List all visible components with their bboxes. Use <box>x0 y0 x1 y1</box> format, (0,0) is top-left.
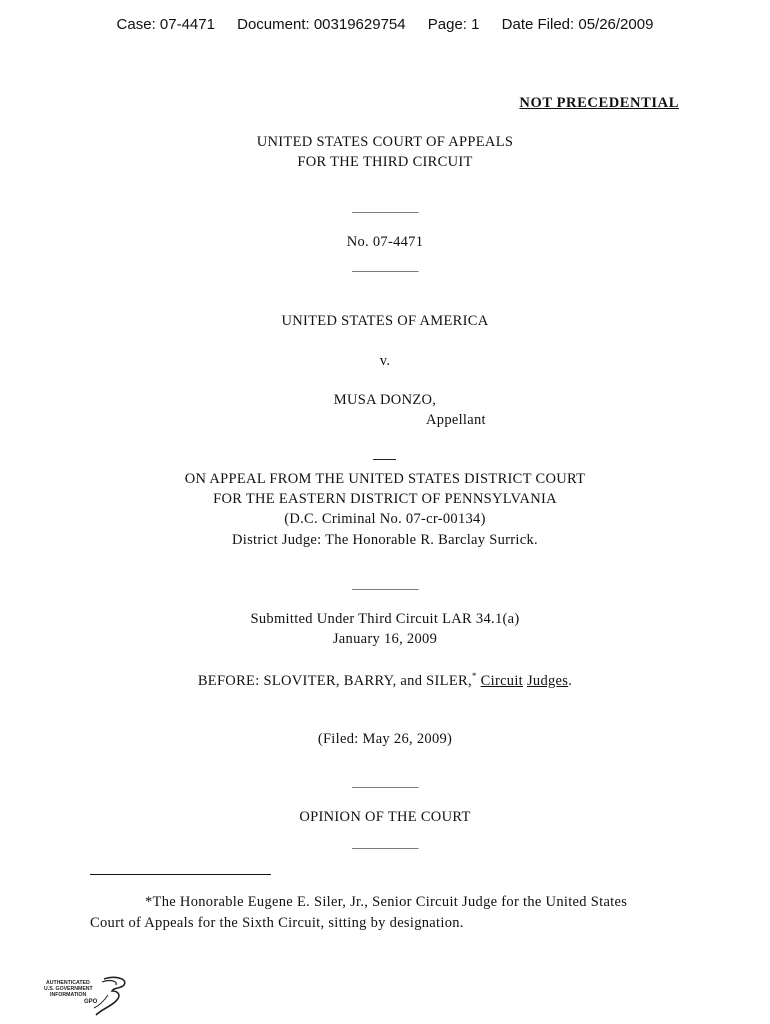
panel-judges-names: BEFORE: SLOVITER, BARRY, and SILER, <box>197 672 472 689</box>
appeal-origin-line1: ON APPEAL FROM THE UNITED STATES DISTRICT COURT <box>184 471 586 487</box>
gpo-text-line1: AUTHENTICATED <box>46 980 90 986</box>
submission-date: January 16, 2009 <box>332 631 438 647</box>
header-page-number: Page: 1 <box>427 16 480 33</box>
gpo-eagle-icon <box>44 975 134 1017</box>
filed-date: (Filed: May 26, 2009) <box>317 731 453 747</box>
period: . <box>568 672 573 689</box>
not-precedential-label: NOT PRECEDENTIAL <box>519 95 679 111</box>
judges-word: Judges <box>526 672 569 689</box>
header-case-number: Case: 07-4471 <box>116 16 215 33</box>
separator-line: ____________ <box>352 836 418 850</box>
versus-label: v. <box>379 353 391 369</box>
opinion-title: OPINION OF THE COURT <box>299 809 471 825</box>
footnote-marker: * <box>471 671 477 681</box>
footnote-line2: Court of Appeals for the Sixth Circuit, sitting by designation. <box>90 915 464 931</box>
footnote-line1: *The Honorable Eugene E. Siler, Jr., Senior Circuit Judge for the United States <box>145 894 628 910</box>
short-divider <box>373 459 396 460</box>
submission-line: Submitted Under Third Circuit LAR 34.1(a) <box>250 611 520 627</box>
separator-line: ____________ <box>352 259 418 273</box>
gpo-text-line4: GPO <box>84 999 98 1005</box>
circuit-word: Circuit <box>480 672 524 689</box>
header-document-number: Document: 00319629754 <box>237 16 406 33</box>
header-date-filed: Date Filed: 05/26/2009 <box>501 16 654 33</box>
separator-line: ____________ <box>352 577 418 591</box>
filing-header <box>0 16 770 33</box>
gpo-authentication-logo <box>44 975 134 1017</box>
gpo-text-line3: INFORMATION <box>50 992 87 998</box>
defendant-name: MUSA DONZO, <box>333 392 437 408</box>
footnote-divider <box>90 874 271 875</box>
district-case-number: (D.C. Criminal No. 07-cr-00134) <box>284 511 486 527</box>
separator-line: ____________ <box>352 775 418 789</box>
panel-judges <box>0 671 770 690</box>
gpo-text-line2: U.S. GOVERNMENT <box>44 986 93 992</box>
court-name-line2: FOR THE THIRD CIRCUIT <box>297 154 473 170</box>
district-judge: District Judge: The Honorable R. Barclay Surrick. <box>232 532 538 548</box>
plaintiff-name: UNITED STATES OF AMERICA <box>281 313 489 329</box>
court-name-line1: UNITED STATES COURT OF APPEALS <box>256 134 514 150</box>
case-number: No. 07-4471 <box>346 234 424 250</box>
appeal-origin-line2: FOR THE EASTERN DISTRICT OF PENNSYLVANIA <box>213 491 557 507</box>
appellant-role: Appellant <box>426 412 486 428</box>
separator-line: ____________ <box>352 200 418 214</box>
